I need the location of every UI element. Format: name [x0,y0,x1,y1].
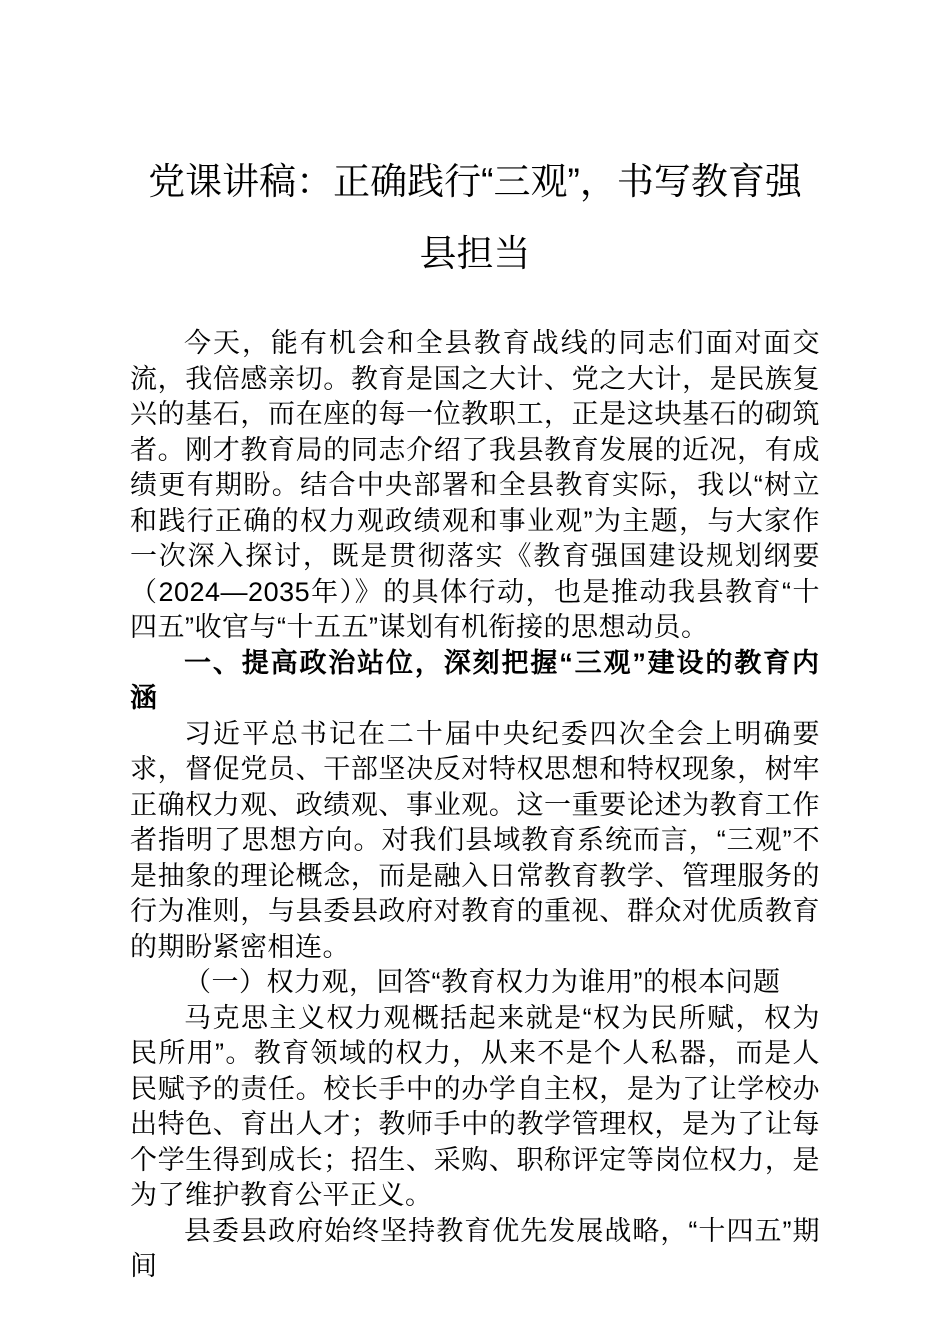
body-paragraph: 今天，能有机会和全县教育战线的同志们面对面交流，我倍感亲切。教育是国之大计、党之大计，是民族复兴的基石，而在座的每一位教职工，正是这块基石的砌筑者。刚才教育局的同志介绍了我县教育发展的近况，有成绩更有期盼。结合中央部署和全县教育实际，我以“树立和践行正确的权力观政绩观和事业观”为主题，与大家作一次深入探讨，既是贯彻落实《教育强国建设规划纲要（2024—2035年）》的具体行动，也是推动我县教育“十四五”收官与“十五五”谋划有机衔接的思想动员。 [130,328,820,642]
section-heading: 一、提高政治站位，深刻把握“三观”建设的教育内涵 [130,647,820,713]
sub-heading: （一）权力观，回答“教育权力为谁用”的根本问题 [184,967,781,997]
body-paragraph: 马克思主义权力观概括起来就是“权为民所赋，权为民所用”。教育领域的权力，从来不是个人私器，而是人民赋予的责任。校长手中的办学自主权，是为了让学校办出特色、育出人才；教师手中的教学管理权，是为了让每个学生得到成长；招生、采购、职称评定等岗位权力，是为了维护教育公平正义。 [130,1002,820,1210]
body-paragraph: 习近平总书记在二十届中央纪委四次全会上明确要求，督促党员、干部坚决反对特权思想和特权现象，树牢正确权力观、政绩观、事业观。这一重要论述为教育工作者指明了思想方向。对我们县域教育系统而言，“三观”不是抽象的理论概念，而是融入日常教育教学、管理服务的行为准则，与县委县政府对教育的重视、群众对优质教育的期盼紧密相连。 [130,718,820,962]
document-body [130,326,820,1285]
body-paragraph: 县委县政府始终坚持教育优先发展战略，“十四五”期间 [130,1215,820,1281]
document-title: 党课讲稿：正确践行“三观”，书写教育强县担当 [148,161,802,274]
